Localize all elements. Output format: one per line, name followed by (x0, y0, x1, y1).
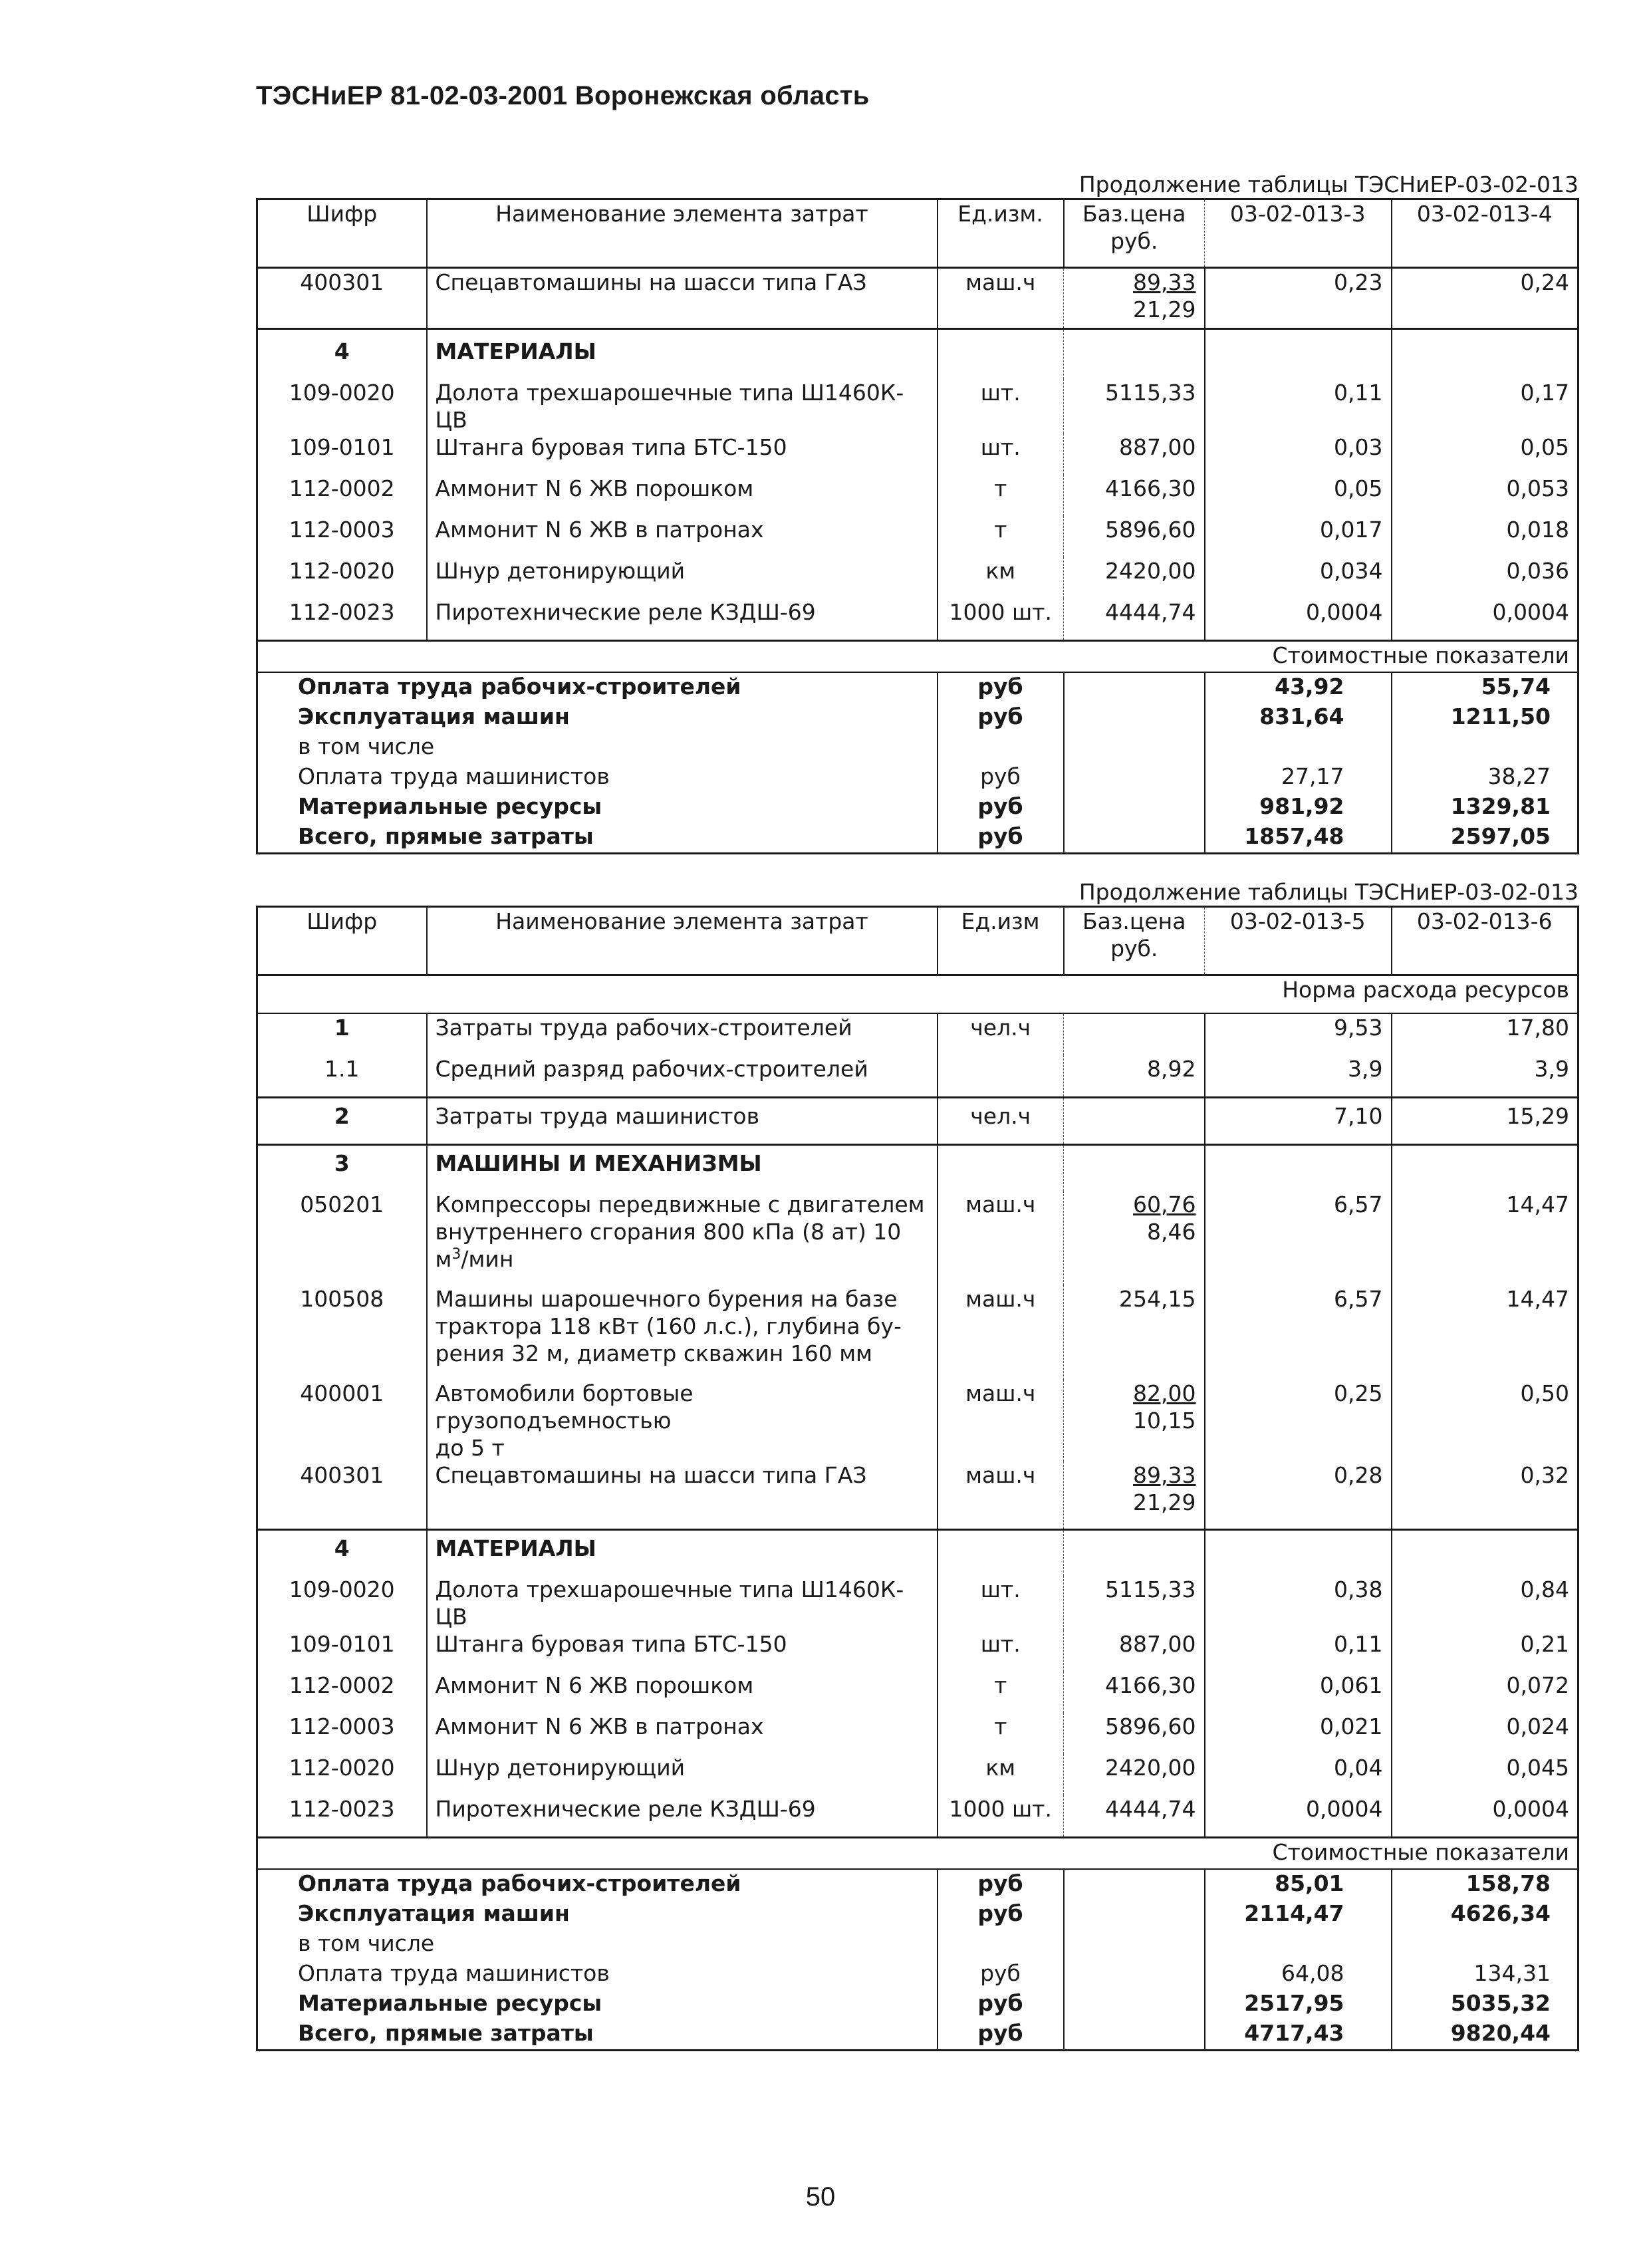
cost-indicators-label: Стоимостные показатели (257, 1837, 1578, 1869)
row-value-1: 0,021 (1205, 1713, 1392, 1754)
row-unit: км (938, 1754, 1064, 1795)
price-sub: 10,15 (1133, 1408, 1196, 1434)
row-unit: маш.ч (938, 1191, 1064, 1285)
cost-row (257, 733, 1578, 763)
cost-row (257, 763, 1578, 793)
group-title: МАТЕРИАЛЫ (427, 329, 938, 380)
row-code: 400001 (300, 1380, 384, 1406)
row-unit: шт. (938, 379, 1064, 434)
cost-label: Материальные ресурсы (298, 1989, 602, 2016)
cost-value-1: 27,17 (1205, 763, 1392, 793)
row-code: 112-0020 (289, 558, 395, 584)
header-col-v1: 03-02-013-3 (1205, 199, 1392, 268)
row-name: Спецавтомашины на шасси типа ГАЗ (427, 268, 938, 329)
row-unit: маш.ч (938, 1380, 1064, 1461)
name-line: рения 32 м, диаметр скважин 160 мм (435, 1340, 873, 1366)
cost-value-2: 5035,32 (1392, 1989, 1578, 2019)
cost-label: Оплата труда рабочих-строителей (298, 1870, 741, 1896)
name-line: внутреннего сгорания 800 кПа (8 ат) 10 (435, 1219, 902, 1245)
table-row (257, 598, 1578, 641)
cost-row (257, 1930, 1578, 1959)
table-row (257, 379, 1578, 434)
superscript: 3 (451, 1246, 461, 1263)
row-price: 5115,33 (1064, 379, 1205, 434)
price-sub: 21,29 (1133, 297, 1196, 322)
cost-unit: руб (938, 793, 1064, 822)
table-row (257, 1380, 1578, 1461)
row-price: 4444,74 (1064, 598, 1205, 641)
cost-label: Эксплуатация машин (298, 703, 570, 729)
cost-unit: руб (938, 1900, 1064, 1930)
table-row (257, 1098, 1578, 1145)
table-row (257, 1013, 1578, 1055)
table-row (257, 1672, 1578, 1713)
row-unit: т (938, 516, 1064, 557)
group-title: МАШИНЫ И МЕХАНИЗМЫ (427, 1145, 938, 1192)
group-row (257, 329, 1578, 380)
row-name (427, 1380, 938, 1461)
table-caption: Продолжение таблицы ТЭСНиЕР-03-02-013 (1078, 879, 1578, 905)
group-row (257, 1529, 1578, 1576)
row-code: 112-0002 (289, 1672, 395, 1698)
row-price: 254,15 (1064, 1285, 1205, 1380)
row-value-1: 0,017 (1205, 516, 1392, 557)
cost-row (257, 822, 1578, 854)
row-unit: маш.ч (938, 268, 1064, 329)
cost-value-1: 2114,47 (1205, 1900, 1392, 1930)
row-value-2: 0,036 (1392, 557, 1578, 598)
row-code: 2 (257, 1098, 427, 1145)
cost-label: Оплата труда машинистов (298, 763, 610, 789)
row-value-2: 0,053 (1392, 475, 1578, 516)
row-code: 109-0020 (289, 1576, 395, 1602)
row-value-2: 0,024 (1392, 1713, 1578, 1754)
cost-label: Всего, прямые затраты (298, 2019, 594, 2046)
table-row (257, 1795, 1578, 1838)
row-code: 400301 (300, 1462, 384, 1488)
cost-row (257, 1989, 1578, 2019)
row-name: Шнур детонирующий (427, 557, 938, 598)
row-value-1: 0,23 (1205, 268, 1392, 329)
cost-label: Всего, прямые затраты (298, 823, 594, 849)
table-row (257, 1055, 1578, 1098)
row-unit: шт. (938, 1630, 1064, 1672)
group-number: 4 (257, 1529, 427, 1576)
row-name: Спецавтомашины на шасси типа ГАЗ (427, 1461, 938, 1529)
row-price (1064, 268, 1205, 329)
cost-value-1: 4717,43 (1205, 2019, 1392, 2051)
row-value-2: 0,17 (1392, 379, 1578, 434)
row-value-1: 0,38 (1205, 1576, 1392, 1630)
row-value-2: 14,47 (1392, 1191, 1578, 1285)
row-code: 1 (334, 1015, 350, 1041)
row-value-1: 0,034 (1205, 557, 1392, 598)
cost-value-2: 134,31 (1392, 1959, 1578, 1989)
row-unit: т (938, 1713, 1064, 1754)
norm-table-1 (256, 198, 1579, 854)
row-price: 5896,60 (1064, 1713, 1205, 1754)
cost-value-2: 158,78 (1392, 1869, 1578, 1900)
row-code: 1.1 (324, 1056, 360, 1082)
cost-unit: руб (938, 1869, 1064, 1900)
cost-unit: руб (938, 1959, 1064, 1989)
name-line: Машины шарошечного бурения на базе (435, 1286, 898, 1312)
cost-value-1: 1857,48 (1205, 822, 1392, 854)
price-sub: 8,46 (1147, 1219, 1196, 1245)
row-code: 112-0003 (289, 517, 395, 543)
page-number: 50 (805, 2182, 836, 2211)
cost-value-1: 85,01 (1205, 1869, 1392, 1900)
table-row (257, 1576, 1578, 1630)
row-code: 112-0003 (289, 1713, 395, 1739)
price-main: 60,76 (1133, 1192, 1196, 1217)
row-name (427, 1191, 938, 1285)
cost-value-1: 43,92 (1205, 672, 1392, 703)
table-row (257, 1713, 1578, 1754)
row-value-1: 7,10 (1205, 1098, 1392, 1145)
row-name: Пиротехнические реле КЗДШ-69 (427, 598, 938, 641)
table-row (257, 1191, 1578, 1285)
cost-row (257, 703, 1578, 733)
row-price: 2420,00 (1064, 557, 1205, 598)
cost-row (257, 1959, 1578, 1989)
row-code: 109-0020 (289, 380, 395, 406)
header-code: Шифр (257, 199, 427, 268)
row-price: 2420,00 (1064, 1754, 1205, 1795)
cost-label: Эксплуатация машин (298, 1900, 570, 1926)
row-value-1: 9,53 (1205, 1013, 1392, 1055)
group-number: 4 (257, 329, 427, 380)
cost-value-1: 64,08 (1205, 1959, 1392, 1989)
row-value-1: 0,25 (1205, 1380, 1392, 1461)
cost-value-2: 1329,81 (1392, 793, 1578, 822)
cost-row (257, 793, 1578, 822)
row-name: Аммонит N 6 ЖВ порошком (427, 475, 938, 516)
cost-unit: руб (938, 703, 1064, 733)
table-row (257, 475, 1578, 516)
row-value-1: 0,0004 (1205, 598, 1392, 641)
row-value-1: 6,57 (1205, 1285, 1392, 1380)
row-value-2: 0,32 (1392, 1461, 1578, 1529)
table-header-row (257, 199, 1578, 268)
cost-label: в том числе (298, 733, 435, 759)
row-value-1: 0,05 (1205, 475, 1392, 516)
table-row (257, 1285, 1578, 1380)
row-unit: маш.ч (938, 1461, 1064, 1529)
header-code: Шифр (257, 907, 427, 975)
cost-value-1: 2517,95 (1205, 1989, 1392, 2019)
row-value-2: 0,84 (1392, 1576, 1578, 1630)
row-price: 5115,33 (1064, 1576, 1205, 1630)
cost-label: Материальные ресурсы (298, 793, 602, 819)
row-unit: 1000 шт. (938, 1795, 1064, 1838)
row-value-2: 0,045 (1392, 1754, 1578, 1795)
cost-row (257, 2019, 1578, 2051)
header-col-v2: 03-02-013-4 (1392, 199, 1578, 268)
header-unit: Ед.изм (938, 907, 1064, 975)
row-name: Штанга буровая типа БТС-150 (427, 1630, 938, 1672)
row-name: Пиротехнические реле КЗДШ-69 (427, 1795, 938, 1838)
group-row (257, 1145, 1578, 1192)
name-line: /мин (461, 1246, 514, 1272)
row-code: 112-0023 (289, 599, 395, 625)
header-name: Наименование элемента затрат (427, 907, 938, 975)
row-value-2: 0,05 (1392, 434, 1578, 475)
row-value-2: 0,50 (1392, 1380, 1578, 1461)
table-caption: Продолжение таблицы ТЭСНиЕР-03-02-013 (1078, 172, 1578, 197)
row-name: Долота трехшарошечные типа Ш1460К-ЦВ (427, 379, 938, 434)
row-name: Аммонит N 6 ЖВ в патронах (427, 516, 938, 557)
row-value-2: 15,29 (1392, 1098, 1578, 1145)
name-line: трактора 118 кВт (160 л.с.), глубина бу- (435, 1313, 902, 1339)
group-title: МАТЕРИАЛЫ (427, 1529, 938, 1576)
row-value-2: 14,47 (1392, 1285, 1578, 1380)
row-name: Долота трехшарошечные типа Ш1460К-ЦВ (427, 1576, 938, 1630)
row-value-2: 0,24 (1392, 268, 1578, 329)
cost-label: Оплата труда рабочих-строителей (298, 674, 741, 699)
name-line: Автомобили бортовые грузоподъемностью (435, 1380, 694, 1434)
price-main: 82,00 (1133, 1380, 1196, 1406)
row-name: Шнур детонирующий (427, 1754, 938, 1795)
table-row (257, 268, 1578, 329)
row-code: 112-0002 (289, 475, 395, 501)
group-number: 3 (257, 1145, 427, 1192)
row-name: Аммонит N 6 ЖВ в патронах (427, 1713, 938, 1754)
row-value-1: 0,03 (1205, 434, 1392, 475)
row-name: Аммонит N 6 ЖВ порошком (427, 1672, 938, 1713)
row-code: 400301 (300, 269, 384, 295)
cost-value-1: 981,92 (1205, 793, 1392, 822)
cost-unit: руб (938, 763, 1064, 793)
row-price: 5896,60 (1064, 516, 1205, 557)
header-name: Наименование элемента затрат (427, 199, 938, 268)
section-label-row (257, 1837, 1578, 1869)
row-value-2: 17,80 (1392, 1013, 1578, 1055)
table-row (257, 557, 1578, 598)
row-name: Затраты труда рабочих-строителей (427, 1013, 938, 1055)
row-code: 109-0101 (289, 434, 395, 460)
header-price: Баз.цена руб. (1064, 199, 1205, 268)
row-unit: шт. (938, 434, 1064, 475)
row-unit: маш.ч (938, 1285, 1064, 1380)
table-row (257, 434, 1578, 475)
cost-unit: руб (938, 822, 1064, 854)
cost-row (257, 1869, 1578, 1900)
cost-unit: руб (938, 2019, 1064, 2051)
row-price: 8,92 (1064, 1055, 1205, 1098)
row-unit: чел.ч (938, 1013, 1064, 1055)
row-name: Средний разряд рабочих-строителей (427, 1055, 938, 1098)
row-value-2: 3,9 (1392, 1055, 1578, 1098)
row-price (1064, 1380, 1205, 1461)
cost-label: Оплата труда машинистов (298, 1959, 610, 1986)
row-value-2: 0,018 (1392, 516, 1578, 557)
row-value-1: 6,57 (1205, 1191, 1392, 1285)
table-row (257, 1461, 1578, 1529)
row-value-2: 0,0004 (1392, 1795, 1578, 1838)
row-value-2: 0,072 (1392, 1672, 1578, 1713)
header-price: Баз.цена руб. (1064, 907, 1205, 975)
row-price: 887,00 (1064, 434, 1205, 475)
name-line: Компрессоры передвижные с двигателем (435, 1192, 925, 1217)
price-main: 89,33 (1133, 269, 1196, 295)
section-label-row (257, 975, 1578, 1014)
section-label-row (257, 641, 1578, 673)
row-unit: км (938, 557, 1064, 598)
row-price: 4444,74 (1064, 1795, 1205, 1838)
row-value-1: 0,28 (1205, 1461, 1392, 1529)
resource-norm-label: Норма расхода ресурсов (257, 975, 1578, 1014)
price-sub: 21,29 (1133, 1489, 1196, 1515)
table-header-row (257, 907, 1578, 975)
row-code: 100508 (300, 1286, 384, 1312)
row-unit: шт. (938, 1576, 1064, 1630)
price-main: 89,33 (1133, 1462, 1196, 1488)
row-value-1: 0,0004 (1205, 1795, 1392, 1838)
row-price: 887,00 (1064, 1630, 1205, 1672)
row-unit: т (938, 475, 1064, 516)
cost-row (257, 672, 1578, 703)
row-unit: чел.ч (938, 1098, 1064, 1145)
row-code: 112-0020 (289, 1754, 395, 1781)
row-code: 112-0023 (289, 1795, 395, 1822)
row-unit: т (938, 1672, 1064, 1713)
page-title: ТЭСНиЕР 81-02-03-2001 Воронежская область (256, 81, 870, 110)
row-code: 050201 (300, 1192, 384, 1217)
cost-value-2: 1211,50 (1392, 703, 1578, 733)
row-name: Затраты труда машинистов (427, 1098, 938, 1145)
cost-value-1: 831,64 (1205, 703, 1392, 733)
row-name (427, 1285, 938, 1380)
row-price (1064, 1461, 1205, 1529)
name-line: до 5 т (435, 1435, 505, 1461)
cost-unit: руб (938, 672, 1064, 703)
row-value-1: 3,9 (1205, 1055, 1392, 1098)
cost-value-2: 4626,34 (1392, 1900, 1578, 1930)
cost-value-2: 55,74 (1392, 672, 1578, 703)
table-row (257, 516, 1578, 557)
row-price (1064, 1191, 1205, 1285)
row-price: 4166,30 (1064, 475, 1205, 516)
row-unit: 1000 шт. (938, 598, 1064, 641)
cost-row (257, 1900, 1578, 1930)
header-col-v2: 03-02-013-6 (1392, 907, 1578, 975)
table-row (257, 1754, 1578, 1795)
table-row (257, 1630, 1578, 1672)
cost-label: в том числе (298, 1930, 435, 1956)
row-value-1: 0,04 (1205, 1754, 1392, 1795)
cost-unit: руб (938, 1989, 1064, 2019)
row-price: 4166,30 (1064, 1672, 1205, 1713)
cost-indicators-label: Стоимостные показатели (257, 641, 1578, 673)
row-value-1: 0,061 (1205, 1672, 1392, 1713)
row-name: Штанга буровая типа БТС-150 (427, 434, 938, 475)
row-value-2: 0,21 (1392, 1630, 1578, 1672)
norm-table-2 (256, 906, 1579, 2051)
cost-value-2: 38,27 (1392, 763, 1578, 793)
row-value-1: 0,11 (1205, 1630, 1392, 1672)
header-unit: Ед.изм. (938, 199, 1064, 268)
header-col-v1: 03-02-013-5 (1205, 907, 1392, 975)
row-value-1: 0,11 (1205, 379, 1392, 434)
name-line: м (435, 1246, 452, 1272)
cost-value-2: 2597,05 (1392, 822, 1578, 854)
row-value-2: 0,0004 (1392, 598, 1578, 641)
cost-value-2: 9820,44 (1392, 2019, 1578, 2051)
row-code: 109-0101 (289, 1630, 395, 1657)
